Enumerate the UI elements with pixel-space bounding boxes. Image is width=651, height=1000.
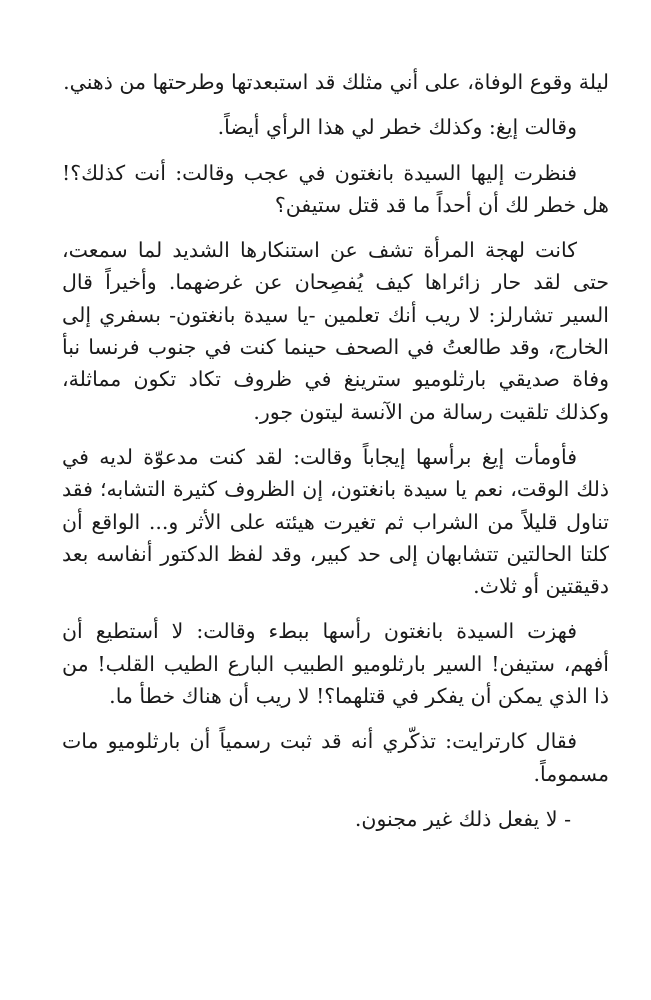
paragraph-mrs-babbington-disbelief: فهزت السيدة بانغتون رأسها ببطء وقالت: لا أستطيع أن أفهم، ستيفن! السير بارثلوميو الطبيب البارع الطيب القلب! من ذا الذي يمكن أن يفكر في قتلهما؟! لا ريب أن هناك خطأ ما. (62, 619, 609, 709)
paragraph-egg-describes: فأومأت إيغ برأسها إيجاباً وقالت: لقد كنت مدعوّة لديه في ذلك الوقت، نعم يا سيدة بانغتون، إن الظروف كثيرة التشابه؛ فقد تناول قليلاً من الشراب ثم تغيرت هيئته على الأثر و... الواقع أن كلتا الحالتين تتشابهان إلى حد كبير، وقد لفظ الدكتور أنفاسه بعد دقيقتين أو ثلاث. (62, 444, 609, 599)
paragraph-continuation: ليلة وقوع الوفاة، على أني مثلك قد استبعدتها وطرحتها من ذهني. (63, 70, 609, 94)
paragraph-egg-agrees: وقالت إيغ: وكذلك خطر لي هذا الرأي أيضاً. (217, 115, 577, 140)
paragraph-madman-line: - لا يفعل ذلك غير مجنون. (354, 806, 571, 831)
paragraph-sir-charles-explains: كانت لهجة المرأة تشف عن استنكارها الشديد لما سمعت، حتى لقد حار زائراها كيف يُفصِحان عن غرضهما. وأخيراً قال السير تشارلز: لا ريب أنك تعلمين -يا سيدة بانغتون- بسفري إلى الخارج، وقد طالعتُ في الصحف حينما كنت في جنوب فرنسا نبأ وفاة صديقي بارثلوميو سترينغ في ظروف تكاد تكون مماثلة، وكذلك تلقيت رسالة من الآنسة ليتون جور. (62, 238, 609, 424)
paragraph-cartwright-poison: فقال كارترايت: تذكّري أنه قد ثبت رسمياً أن بارثلوميو مات مسموماً. (62, 729, 609, 786)
paragraph-mrs-babbington-surprised: فنظرت إليها السيدة بانغتون في عجب وقالت: أنت كذلك؟! هل خطر لك أن أحداً ما قد قتل ستيفن؟ (62, 160, 609, 217)
book-page (62, 66, 609, 980)
